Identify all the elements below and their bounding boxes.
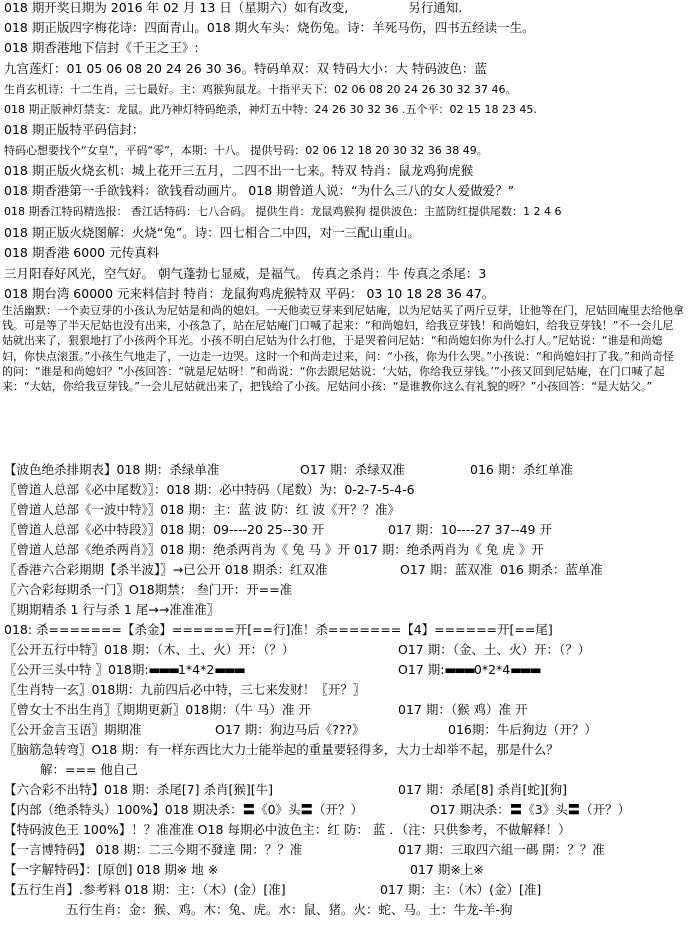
bar-mark: ▬▬▬ [214, 662, 244, 677]
two-zodiac-line: 〖曾道人总部《绝杀两肖》〗018 期：绝杀两肖为《 兔 马 》开 017 期：绝杀两肖为《 兔 虎 》开 [4, 542, 544, 557]
fax-title: 018 期香港 6000 元传真料 [4, 245, 160, 260]
bar-mark: ▬▬▬ [148, 662, 178, 677]
segment-018: 〖曾道人总部《必中特段》〗018 期：09----20 25--30 开 [4, 522, 325, 537]
riddle-answer: 解：=== 他自己 [40, 762, 138, 777]
tail-number-line: 〖曾道人总部《必中尾数》〗：018 期：必中特码（尾数）为：0-2-7-5-4-6 [4, 482, 415, 497]
precise-kill-line: 〖期期精杀 1 行与杀 1 尾→→准准准〗 [4, 602, 220, 617]
five-element-zodiac-018: 【五行生肖】.参考料 018 期：主：（木）(金）[准] [4, 882, 286, 897]
golden-words-title: 〖公开金言玉语〗期期准 [4, 722, 142, 737]
lotus-lamp-line: 九宫莲灯：01 05 06 08 20 24 26 30 36。特码单双：双 特码大小：大 特码波色：蓝 [4, 61, 487, 76]
five-element-017: O17 期：（金、土、火）开：（？） [398, 642, 591, 657]
internal-head-018: 【内部（绝杀特头）100%】018 期决杀：〓《0》头〓（开？） [4, 802, 364, 817]
half-wave-017: O17 期：蓝双准 [400, 562, 493, 577]
fire-diagram-line: 018 期正版火烧图解：火烧“兔”。诗：四七相合二中四，对一三配山重山。 [4, 225, 420, 240]
one-door-line: 〖六合彩每期杀一门〗O18期禁： 叁门开：开==准 [4, 582, 293, 597]
madam-zeng-018: 〖曾女士不出生肖〗〖期期更新〗018期：（牛 马）准 开 [4, 702, 311, 717]
one-wave-line: 〖曾道人总部《一波中特》〗018 期：主：蓝 波 防：红 波《开？？准》 [4, 502, 401, 517]
golden-words-017: O17 期：狗边马后《???》 [215, 722, 365, 737]
one-word-017: 017 期：三取四六組一碼 開：？？准 [398, 842, 605, 857]
wave-kill-018: 【波色绝杀排期表】018 期：杀绿单准 [4, 462, 220, 477]
xiangjiang-line: 018 期香江特码精选报： 香江话特码：七八合码。 提供生肖：龙鼠鸡猴狗 提供波色：主蓝防红提供尾数：1 2 4 6 [4, 205, 562, 218]
draw-date-line: 018 期开奖日期为 2016 年 02 月 13 日（星期六）如有改变, 另行通知. [4, 0, 463, 15]
no-special-017: 017 期：杀尾[8] 杀肖[蛇][狗] [398, 782, 568, 797]
no-special-018: 【六合彩不出特】018 期：杀尾[7] 杀肖[猴][牛] [4, 782, 274, 797]
half-wave-016: 016 期杀：蓝单准 [500, 562, 603, 577]
spring-line: 三月阳春好风光，空气好。 朝气蓬勃七显威，是福气。 传真之杀肖：牛 传真之杀尾：3 [4, 266, 487, 281]
wave-kill-016: 016 期：杀红单准 [470, 462, 573, 477]
wave-king-line: 【特码波色王 100%】！？准准准 O18 每期必中波色主：红 防： 蓝 ．（注：只供参考，不做解释！） [4, 822, 571, 837]
humor-story: 生活幽默：一个卖豆芽的小孩认为尼姑是和尚的媳妇。一天他卖豆芽来到尼姑庵，以为尼姑买了两斤豆芽，让他等在门，尼姑回庵里去给他拿钱。可是等了半天尼姑也没有出来，小孩急了，站在尼姑庵门口喊了起来：“和尚媳妇，给我豆芽钱！和尚媳妇，给我豆芽钱！”不一会儿尼姑就出来了，狠狠地打了小孩两个耳光。小孩不明白尼姑为什么打他，于是哭着问尼姑：“和尚媳妇你为什么打人。”尼姑说：“谁是和尚媳妇，你快点滚蛋。”小孩生气地走了，一边走一边哭。这时一个和尚走过来，问：“小孩，你为什么哭。”小孩说：“和尚媳妇打了我。”和尚奇怪的问：“谁是和尚媳妇？”小孩回答：“就是尼姑呀！”和尚说：“你去跟尼姑说：‘大姑，你给我豆芽钱。’”小孩又回到尼姑庵，在门口喊了起来：“大姑，你给我豆芽钱。”一会儿尼姑就出来了，把钱给了小孩。尼姑问小孩：“是谁教你这么有礼貌的呀？”小孩回答：“是大姑父。” [2, 304, 684, 394]
one-char-018: 【一字解特码】：[原创] 018 期※ 地 ※ [4, 862, 219, 877]
one-char-017: 017 期※上※ [410, 862, 484, 877]
divine-lamp-line: 018 期正版神灯禁支：龙鼠。此乃神灯特码绝杀，神灯五中特：24 26 30 32 36 .五个平：02 15 18 23 45. [4, 103, 537, 116]
zodiac-poem-line: 生肖玄机诗：十二生肖，三七最好。主：鸡猴狗鼠龙。十指平天下：02 06 08 20 24 26 30 32 37 46。 [4, 83, 517, 96]
five-element-mapping: 五行生肖：金：猴、鸡。木：兔、虎。水：鼠、猪。火：蛇、马。土：牛龙-羊-狗 [66, 902, 513, 917]
envelope-title: 018 期香港地下信封《千王之王》: [4, 40, 199, 55]
envelope-title-2: 018 期正版特平码信封： [4, 122, 145, 137]
three-head-017: O17 期:▬▬▬0*2*4▬▬▬ [398, 662, 540, 677]
kill-element-line: 018: 杀=======【杀金】======开[==行]准！杀=======【4】======开[==尾] [4, 622, 553, 637]
plum-poem-line: 018 期正版四字梅花诗：四面青山。018 期火车头：烧伤兔。诗：羊死马伤，四书五经读一生。 [4, 20, 535, 35]
one-word-018: 【一言博特码】 018 期：二三今期不發達 開：？？准 [4, 842, 303, 857]
fire-mystery-line: 018 期正版火烧玄机：城上花开三五月，二四不出一七来。特双 特肖：鼠龙鸡狗虎猴 [4, 163, 474, 178]
wave-kill-017: O17 期：杀绿双准 [300, 462, 405, 477]
five-element-018: 〖公开五行中特〗018 期：（木、土、火）开：（？） [4, 642, 295, 657]
internal-head-017: O17 期决杀：〓《3》头〓（开？） [430, 802, 631, 817]
bar-mark: ▬▬▬ [510, 662, 540, 677]
five-element-zodiac-017: 017 期：主：（木）(金）[准] [380, 882, 542, 897]
zodiac-mystery-line: 〖生肖特一玄〗018期：九前四后必中特，三七来发财！〖开？〗 [4, 682, 366, 697]
half-wave-018: 〖香港六合彩期期【杀半波】〗→已公开 018 期杀：红双准 [4, 562, 328, 577]
segment-017: 017 期：10----27 37--49 开 [388, 522, 552, 537]
taiwan-line: 018 期台湾 60000 元来料信封 特肖：龙鼠狗鸡虎猴特双 平码： 03 10 18 28 36 47。 [4, 286, 495, 301]
hongkong-first-hand-line: 018 期香港第一手欲钱料：欲钱看动画片。 018 期曾道人说：“为什么三八的女人爱做爱？” [4, 183, 515, 198]
bar-mark: ▬▬▬ [444, 662, 474, 677]
three-head-line: 〖公开三头中特 〗018期:▬▬▬1*4*2▬▬▬ [4, 662, 244, 677]
golden-words-016: 016期：牛后狗边（开？） [448, 722, 597, 737]
riddle-line: 〖脑筋急转弯〗O18 期：有一样东西比大力士能举起的重量要轻得多，大力士却举不起，那是什么？ [4, 742, 559, 757]
special-number-line: 特码心想要找个“女皇”，平码“零”，本期：十八。 提供号码：02 06 12 18 20 30 32 36 38 49。 [4, 144, 488, 157]
madam-zeng-017: 017 期：（猴 鸡）准 开 [398, 702, 528, 717]
